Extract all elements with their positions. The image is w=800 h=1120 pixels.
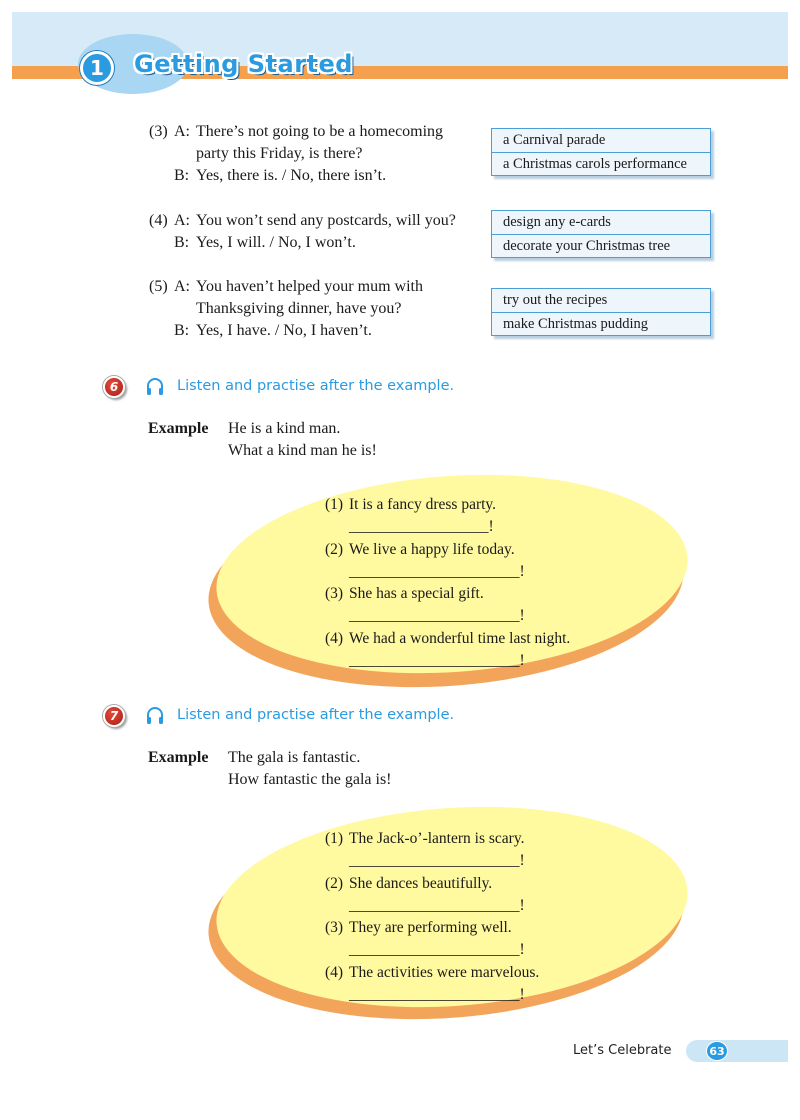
item-number: (3) <box>325 585 344 603</box>
speaker: B: <box>174 234 190 251</box>
dialog-label: (3) <box>149 123 168 140</box>
footer-unit-title: Let’s Celebrate <box>573 1043 672 1058</box>
item-number: (1) <box>325 830 344 847</box>
option-item: a Christmas carols performance <box>492 152 710 175</box>
dialog-line: Yes, I have. / No, I haven’t. <box>196 322 372 339</box>
section-instruction: Listen and practise after the example. <box>177 707 455 723</box>
example-line: He is a kind man. <box>228 420 341 437</box>
dialog-line: Yes, I will. / No, I won’t. <box>196 234 356 251</box>
item-text: They are performing well. <box>349 919 512 937</box>
example-label: Example <box>148 420 209 437</box>
item-text: It is a fancy dress party. <box>349 496 497 513</box>
dialog-line: There’s not going to be a homecoming <box>196 123 444 140</box>
item-number: (3) <box>325 919 344 937</box>
section-number-7: 7 <box>103 705 125 727</box>
option-item: design any e-cards <box>503 214 611 230</box>
speaker: A: <box>174 212 190 229</box>
dialog-line: Thanksgiving dinner, have you? <box>196 300 402 317</box>
item-text: She dances beautifully. <box>349 874 493 892</box>
footer-pill <box>686 1040 788 1062</box>
dialog-label: (5) <box>149 278 168 295</box>
options-box-4 <box>491 210 711 258</box>
speaker: A: <box>174 123 190 140</box>
dialog-line: You won’t send any postcards, will you? <box>196 212 456 229</box>
item-text: The Jack-o’-lantern is scary. <box>349 830 525 847</box>
example-label: Example <box>148 749 209 766</box>
page-title: Getting Started <box>134 50 353 78</box>
item-text: The activities were marvelous. <box>349 963 540 981</box>
item-number: (1) <box>325 496 344 513</box>
speaker: B: <box>174 322 190 339</box>
item-text: We had a wonderful time last night. <box>349 629 571 647</box>
answer-blank: ______________________! <box>349 986 525 1004</box>
answer-blank: __________________! <box>349 518 494 536</box>
dialog-line: party this Friday, is there? <box>196 145 363 162</box>
option-item: decorate your Christmas tree <box>492 234 710 257</box>
section-number-6: 6 <box>103 376 125 398</box>
option-item: make Christmas pudding <box>492 312 710 335</box>
dialog-3 <box>149 121 479 187</box>
item-number: (4) <box>325 963 344 981</box>
options-box-5 <box>491 288 711 336</box>
speaker: B: <box>174 167 190 184</box>
option-item: a Carnival parade <box>503 132 606 148</box>
answer-blank: ______________________! <box>349 652 525 670</box>
answer-blank: ______________________! <box>349 941 525 959</box>
answer-blank: ______________________! <box>349 852 525 870</box>
speaker: A: <box>174 278 190 295</box>
dialog-line: Yes, there is. / No, there isn’t. <box>196 167 387 184</box>
item-number: (2) <box>325 540 344 558</box>
dialog-label: (4) <box>149 212 168 229</box>
example-line: How fantastic the gala is! <box>228 771 392 788</box>
item-number: (4) <box>325 629 344 647</box>
item-text: She has a special gift. <box>349 585 484 603</box>
unit-number-badge: 1 <box>80 51 114 85</box>
answer-blank: ______________________! <box>349 896 525 914</box>
page-number: 63 <box>706 1041 728 1061</box>
answer-blank: ______________________! <box>349 607 525 625</box>
item-text: We live a happy life today. <box>349 540 515 558</box>
answer-blank: ______________________! <box>349 562 525 580</box>
section-instruction: Listen and practise after the example. <box>177 378 455 394</box>
example-line: What a kind man he is! <box>228 442 377 459</box>
dialog-5 <box>149 276 479 342</box>
dialog-4 <box>149 210 479 254</box>
item-number: (2) <box>325 874 344 892</box>
headphones-icon <box>145 706 165 726</box>
headphones-icon <box>145 377 165 397</box>
options-box-3 <box>491 128 711 176</box>
dialog-line: You haven’t helped your mum with <box>196 278 423 295</box>
option-item: try out the recipes <box>503 292 608 308</box>
example-line: The gala is fantastic. <box>228 749 361 766</box>
